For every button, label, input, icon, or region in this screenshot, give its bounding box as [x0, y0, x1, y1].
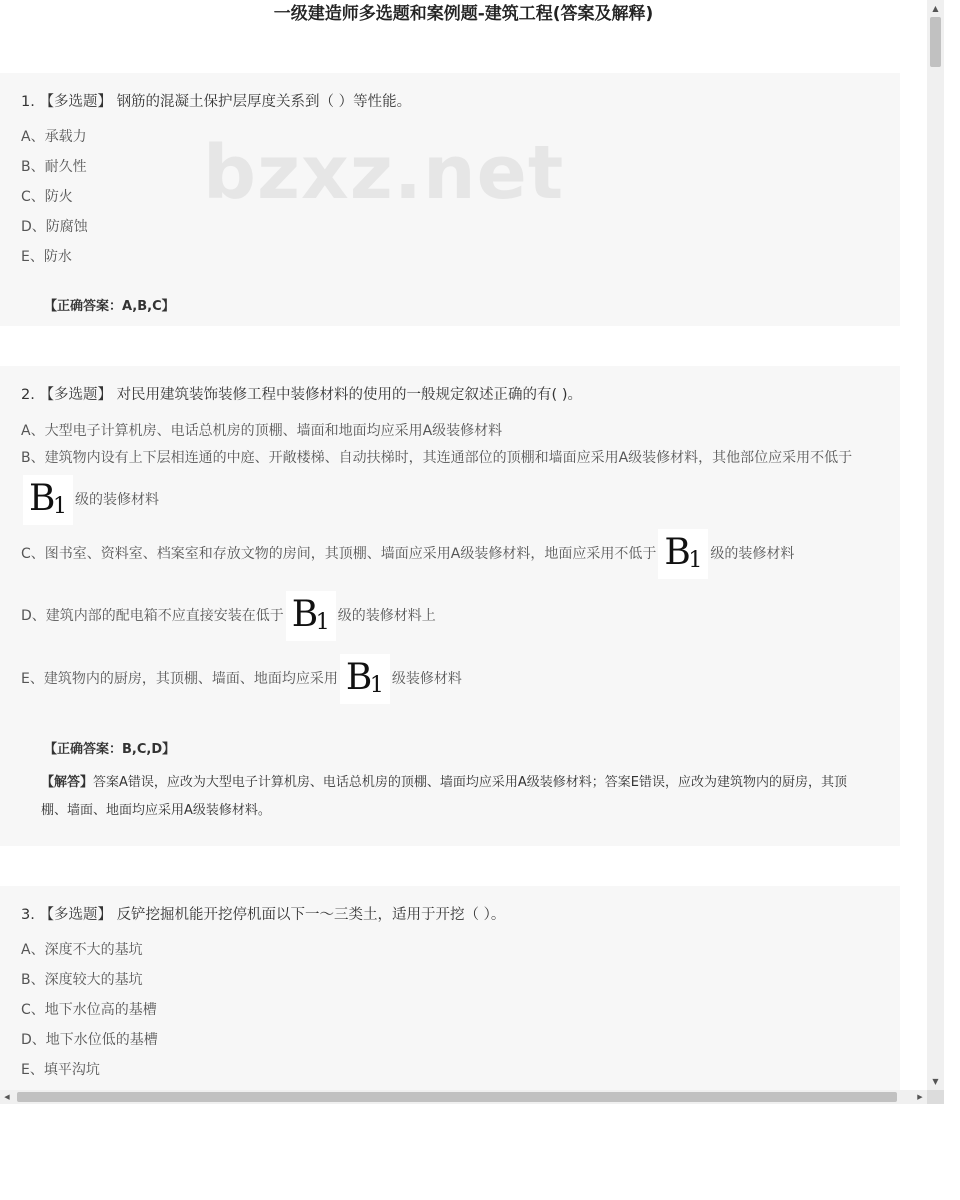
question-stem	[21, 383, 582, 404]
explanation-text: 答案A错误，应改为大型电子计算机房、电话总机房的顶棚、墙面均应采用A级装修材料；答案E错误，应改为建筑物内的厨房，其顶棚、墙面、地面均应采用A级装修材料。	[41, 775, 848, 818]
question-type: 【多选题】	[39, 907, 112, 923]
watermark: bzxz.net	[203, 130, 565, 216]
option-b: B、建筑物内设有上下层相连通的中庭、开敞楼梯、自动扶梯时，其连通部位的顶棚和墙面应采用A级装修材料，其他部位应采用不低于 B 1 级的装修材料	[21, 442, 891, 525]
question-number: 3.	[21, 907, 35, 923]
vertical-scroll-thumb[interactable]	[930, 17, 941, 67]
option-b: B、深度较大的基坑	[21, 972, 143, 988]
question-number: 1.	[21, 94, 35, 110]
option-e: E、防水	[21, 249, 72, 265]
question-stem	[21, 90, 411, 111]
option-c: C、图书室、资料室、档案室和存放文物的房间，其顶棚、墙面应采用A级装修材料，地面应采用不低于 B 1 级的装修材料	[21, 529, 794, 579]
option-e: E、建筑物内的厨房，其顶棚、墙面、地面均应采用 B 1 级装修材料	[21, 654, 462, 704]
option-c: C、防火	[21, 189, 73, 205]
scroll-right-arrow-icon[interactable]: ▶	[917, 1093, 923, 1101]
correct-answer: 【正确答案：A,B,C】	[44, 299, 175, 314]
b1-symbol-image: B 1	[23, 475, 73, 525]
b1-symbol-image: B 1	[286, 591, 336, 641]
correct-answer: 【正确答案：B,C,D】	[44, 742, 176, 757]
explanation-label: 【解答】	[41, 775, 94, 790]
question-text: 反铲挖掘机能开挖停机面以下一～三类土，适用于开挖（ ）。	[116, 907, 506, 923]
scroll-down-arrow-icon[interactable]: ▼	[932, 1077, 939, 1086]
vertical-scrollbar[interactable]	[927, 0, 944, 1090]
horizontal-scrollbar[interactable]	[0, 1090, 927, 1104]
explanation	[41, 769, 863, 825]
scroll-left-arrow-icon[interactable]: ◀	[4, 1093, 10, 1101]
option-d: D、防腐蚀	[21, 219, 88, 235]
option-a: A、深度不大的基坑	[21, 942, 143, 958]
question-type: 【多选题】	[39, 94, 112, 110]
b1-symbol-image: B 1	[340, 654, 390, 704]
option-c: C、地下水位高的基槽	[21, 1002, 157, 1018]
question-type: 【多选题】	[39, 387, 112, 403]
question-text: 对民用建筑装饰装修工程中装修材料的使用的一般规定叙述正确的有( )。	[116, 387, 582, 403]
option-a: A、承载力	[21, 129, 87, 145]
question-text: 钢筋的混凝土保护层厚度关系到（ ）等性能。	[116, 94, 412, 110]
question-card-2	[0, 366, 900, 846]
page-title: 一级建造师多选题和案例题-建筑工程(答案及解释)	[273, 4, 654, 24]
scrollbar-corner	[927, 1090, 944, 1104]
question-card-3	[0, 886, 900, 1090]
horizontal-scroll-thumb[interactable]	[17, 1092, 897, 1102]
option-e: E、填平沟坑	[21, 1062, 100, 1078]
option-d: D、地下水位低的基槽	[21, 1032, 158, 1048]
option-a: A、大型电子计算机房、电话总机房的顶棚、墙面和地面均应采用A级装修材料	[21, 423, 503, 439]
question-number: 2.	[21, 387, 35, 403]
question-stem	[21, 903, 505, 924]
scroll-up-arrow-icon[interactable]: ▲	[932, 4, 939, 13]
b1-symbol-image: B 1	[658, 529, 708, 579]
option-b: B、耐久性	[21, 159, 87, 175]
option-d: D、建筑内部的配电箱不应直接安装在低于 B 1 级的装修材料上	[21, 591, 436, 641]
